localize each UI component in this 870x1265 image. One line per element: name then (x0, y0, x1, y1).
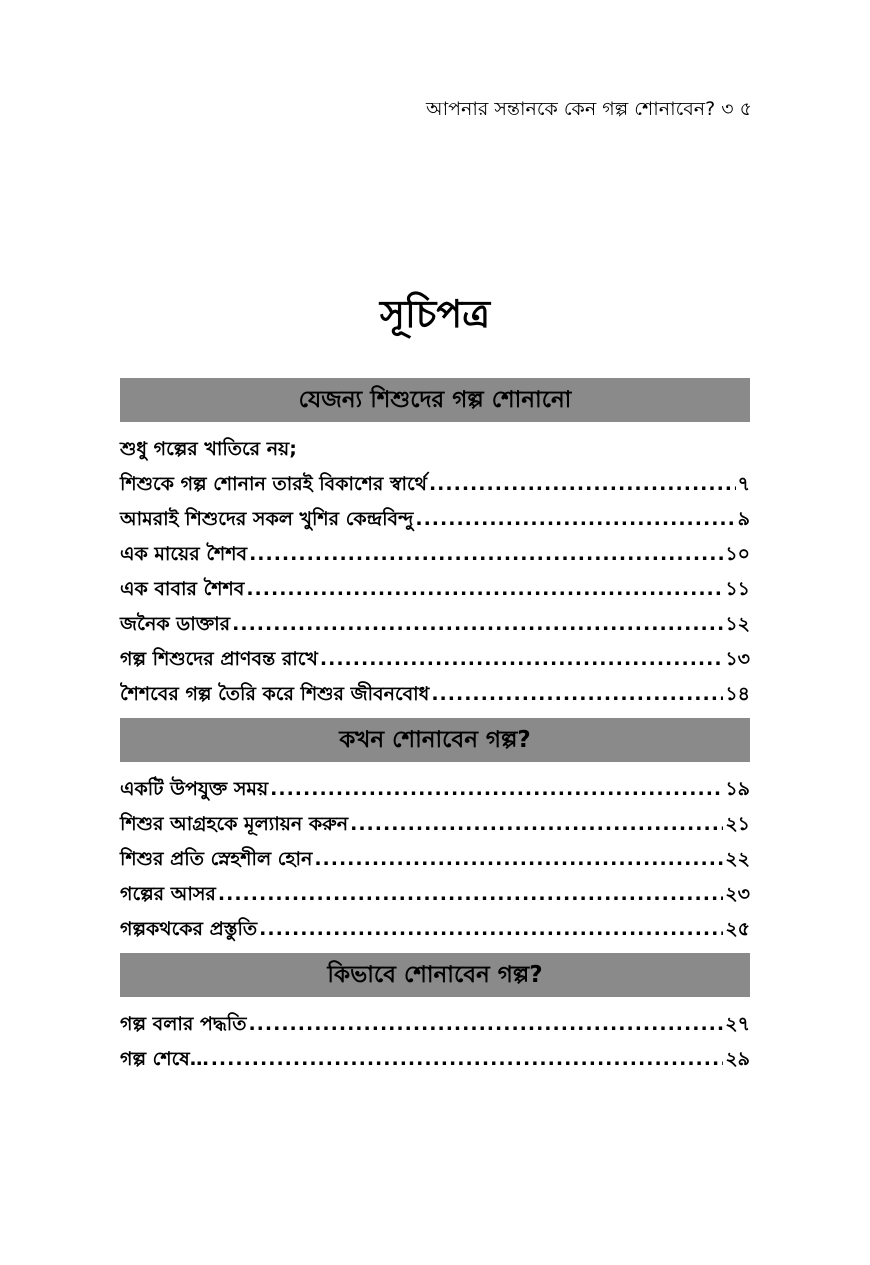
toc-entry[interactable] (120, 877, 750, 912)
section-entries (120, 432, 750, 712)
toc-entry-page: ২১ (725, 813, 750, 835)
toc-entry-label: গল্পের আসর (120, 883, 216, 905)
table-of-contents (120, 378, 750, 1083)
dot-leader (249, 537, 723, 572)
toc-entry-label: এক মায়ের শৈশব (120, 543, 248, 565)
dot-leader (314, 842, 723, 877)
dot-leader (259, 912, 723, 947)
toc-entry-label: শৈশবের গল্প তৈরি করে শিশুর জীবনবোধ (120, 683, 430, 705)
toc-entry-label: আমরাই শিশুদের সকল খুশির কেন্দ্রবিন্দু (120, 508, 414, 530)
toc-entry-page: ১১ (725, 578, 750, 600)
dot-leader (415, 502, 735, 537)
toc-intro-label: শুধু গল্পের খাতিরে নয়; (120, 438, 297, 460)
dot-leader (248, 1007, 723, 1042)
page-title: সূচিপত্র (379, 292, 491, 336)
dot-leader (429, 467, 736, 502)
dot-leader (218, 877, 723, 912)
toc-entry-label: গল্প শিশুদের প্রাণবন্ত রাখে (120, 648, 318, 670)
toc-entry-label: শিশুর প্রতি স্নেহশীল হোন (120, 848, 313, 870)
section-heading: যেজন্য শিশুদের গল্প শোনানো (120, 378, 750, 422)
toc-entry[interactable] (120, 537, 750, 572)
toc-entry-page: ২৭ (725, 1013, 750, 1035)
dot-leader (350, 807, 723, 842)
toc-entry-label: গল্প শেষে… (120, 1048, 209, 1070)
toc-entry[interactable] (120, 607, 750, 642)
toc-entry[interactable] (120, 1007, 750, 1042)
dot-leader (246, 572, 723, 607)
toc-entry-label: গল্পকথকের প্রস্তুতি (120, 918, 258, 940)
toc-entry-page: ১৯ (725, 778, 750, 800)
section-entries (120, 1007, 750, 1077)
toc-entry-label: একটি উপযুক্ত সময় (120, 778, 269, 800)
toc-entry[interactable] (120, 1042, 750, 1077)
dot-leader (431, 677, 723, 712)
toc-entry[interactable] (120, 912, 750, 947)
dot-leader (320, 642, 723, 677)
toc-entry[interactable] (120, 772, 750, 807)
toc-entry[interactable] (120, 467, 750, 502)
toc-entry[interactable] (120, 842, 750, 877)
toc-entry-label: এক বাবার শৈশব (120, 578, 245, 600)
running-header: আপনার সন্তানকে কেন গল্প শোনাবেন? ৩ ৫ (425, 98, 752, 120)
toc-entry[interactable] (120, 807, 750, 842)
toc-entry-page: ১২ (725, 613, 750, 635)
section-heading: কিভাবে শোনাবেন গল্প? (120, 953, 750, 997)
toc-entry-label: শিশুকে গল্প শোনান তারই বিকাশের স্বার্থে (120, 473, 427, 495)
toc-intro-line (120, 432, 750, 467)
toc-entry-page: ২২ (725, 848, 750, 870)
toc-entry-page: ৭ (737, 473, 750, 495)
toc-entry-page: ২৯ (725, 1048, 750, 1070)
dot-leader (270, 772, 723, 807)
dot-leader (232, 607, 723, 642)
toc-entry-label: জনৈক ডাক্তার (120, 613, 231, 635)
toc-entry[interactable] (120, 572, 750, 607)
toc-entry[interactable] (120, 502, 750, 537)
toc-entry-label: গল্প বলার পদ্ধতি (120, 1013, 247, 1035)
toc-entry-page: ২৫ (725, 918, 750, 940)
section-heading: কখন শোনাবেন গল্প? (120, 718, 750, 762)
toc-entry-page: ৯ (737, 508, 750, 530)
toc-entry-page: ২৩ (725, 883, 750, 905)
toc-entry-label: শিশুর আগ্রহকে মূল্যায়ন করুন (120, 813, 349, 835)
toc-entry-page: ১০ (725, 543, 750, 565)
toc-entry-page: ১৩ (725, 648, 750, 670)
toc-entry[interactable] (120, 642, 750, 677)
dot-leader (211, 1042, 724, 1077)
toc-entry-page: ১৪ (725, 683, 750, 705)
toc-entry[interactable] (120, 677, 750, 712)
section-entries (120, 772, 750, 947)
